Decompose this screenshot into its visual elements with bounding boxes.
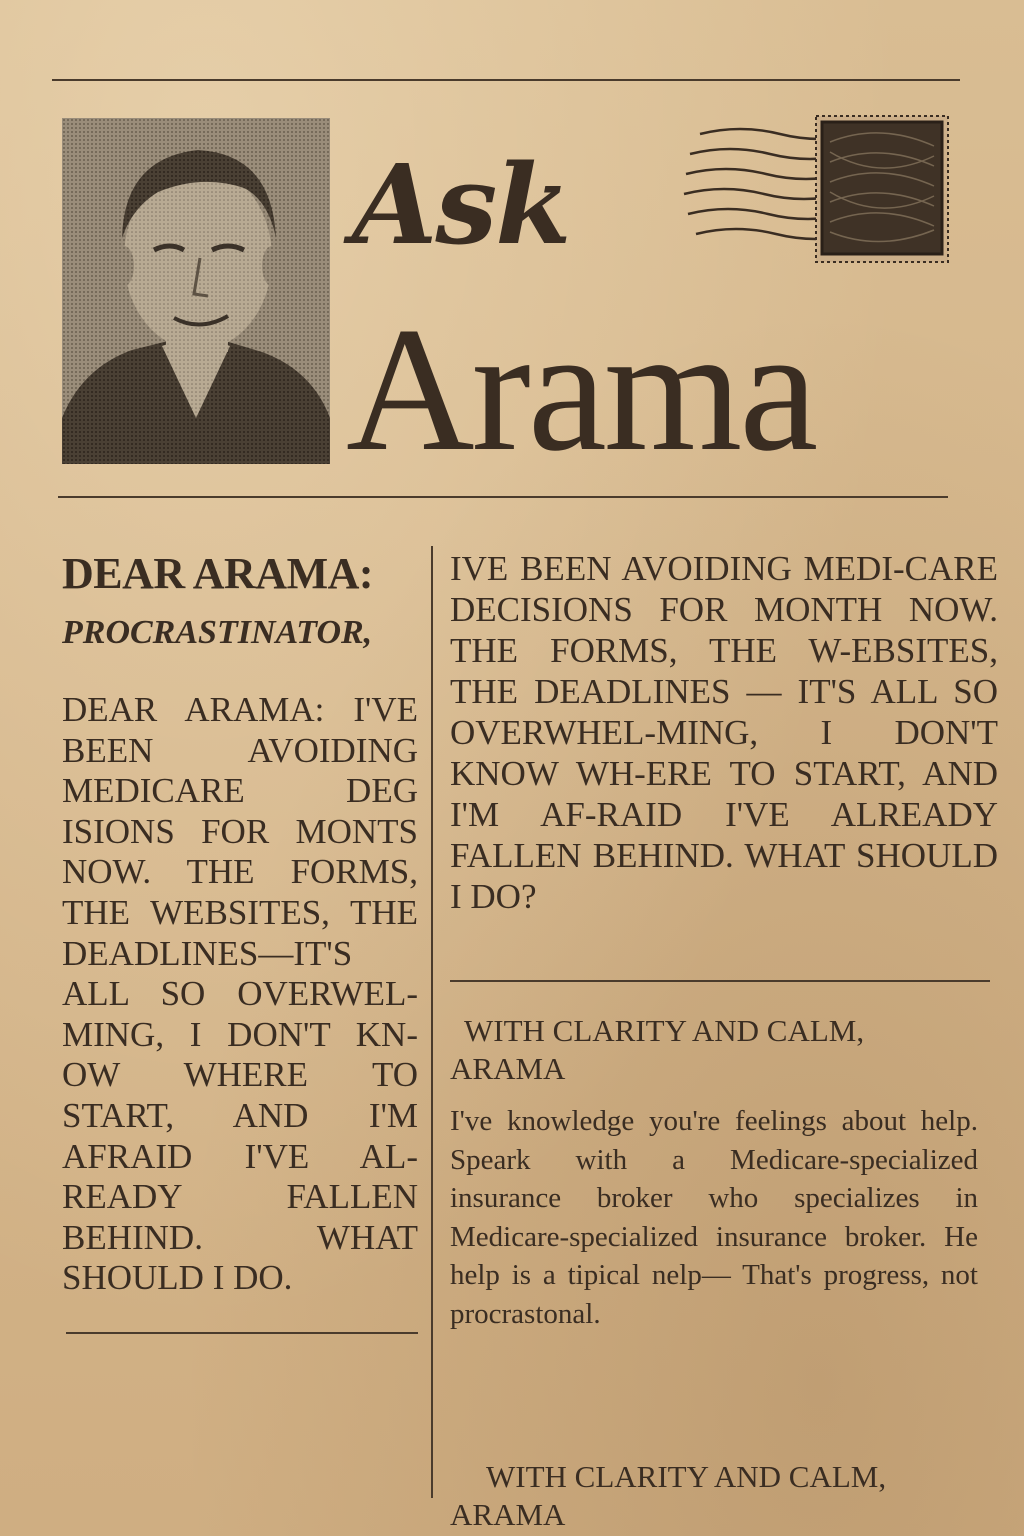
top-rule	[52, 79, 960, 81]
masthead-rule	[58, 496, 948, 498]
letter-signature: PROCRASTINATOR,	[62, 614, 373, 651]
postage-stamp-cancellation-icon	[680, 112, 952, 268]
letter-body-left: DEAR ARAMA: I'VE BEEN AVOIDING MEDICARE DEG ISIONS FOR MONTS NOW. THE FORMS, THE WEBSITES, THE DEADLINES—IT'S ALL SO OVERWEL-MING, I DON'T KN-OW WHERE TO START, AND I'M AFRAID I'VE AL-READY FALLEN BEHIND. WHAT SHOULD I DO.	[62, 690, 418, 1298]
answer-closing-top-line1: WITH CLARITY AND CALM,	[464, 1013, 865, 1048]
column-title-ask: Ask	[352, 140, 570, 269]
column-divider	[431, 546, 433, 1498]
letter-heading: DEAR ARAMA:	[62, 549, 374, 598]
left-column-end-rule	[66, 1332, 418, 1334]
columnist-portrait	[62, 118, 330, 464]
answer-body: I've knowledge you're feelings about help. Speark with a Medicare-specialized insurance broker who specializes in Medicare-specialized insurance broker. He help is a tipical nelp— That's progress, not procrastonal.	[450, 1105, 978, 1330]
right-column-rule	[450, 980, 990, 982]
answer-closing-top-line2: ARAMA	[450, 1051, 566, 1086]
answer-closing-bottom-line1: WITH CLARITY AND CALM,	[486, 1459, 887, 1494]
answer-closing-bottom	[450, 1458, 886, 1534]
letter-body-right: IVE BEEN AVOIDING MEDI-CARE DECISIONS FOR MONTH NOW. THE FORMS, THE W-EBSITES, THE DEADLINES — IT'S ALL SO OVERWHEL-MING, I DON'T KNOW WH-ERE TO START, AND I'M AF-RAID I'VE ALREADY FALLEN BEHIND. WHAT SHOULD I DO?	[450, 549, 998, 916]
answer-closing-bottom-line2: ARAMA	[450, 1497, 566, 1532]
answer-closing-top	[450, 1012, 864, 1088]
column-title-arama: Arama	[346, 290, 816, 488]
